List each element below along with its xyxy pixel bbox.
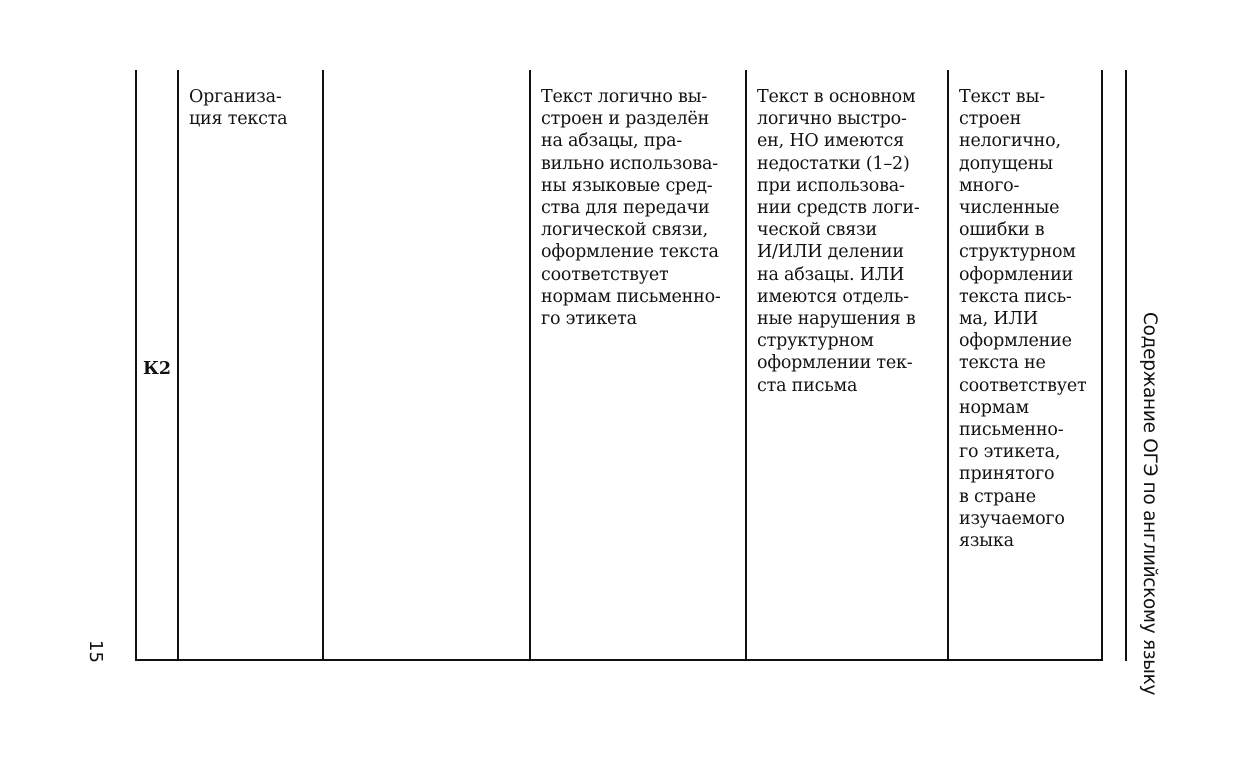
margin-rule <box>1125 70 1127 661</box>
score-0-description: Текст вы- строен нелогично, допущены много- численные ошибки в структурном оформлении текста пись- ма, ИЛИ оформление текста не соответствует нормам письменно- го этикета, принятого в стране изучаемого языка <box>959 87 1087 552</box>
table-bottom-border <box>135 659 1103 661</box>
column-divider <box>322 70 324 661</box>
column-divider <box>947 70 949 661</box>
score-2-description: Текст логично вы- строен и разделён на абзацы, пра- вильно использова- ны языковые сред- ства для передачи логической связи, оформление текста соответствует нормам письменно- го этикета <box>541 87 721 330</box>
running-header: Содержание ОГЭ по английскому языку <box>1139 312 1160 696</box>
table-border-left <box>135 70 137 661</box>
criterion-name: Организа- ция текста <box>189 87 288 130</box>
criterion-code: К2 <box>143 359 172 379</box>
column-divider <box>529 70 531 661</box>
table-border-right <box>1101 70 1103 661</box>
score-1-description: Текст в основном логично выстро- ен, НО имеются недостатки (1–2) при использова- нии средств логи- ческой связи И/ИЛИ делении на абзацы. ИЛИ имеются отдель- ные нарушения в структурном оформлении тек- ста письма <box>757 87 920 396</box>
column-divider <box>745 70 747 661</box>
page-number: 15 <box>85 640 106 663</box>
column-divider <box>177 70 179 661</box>
